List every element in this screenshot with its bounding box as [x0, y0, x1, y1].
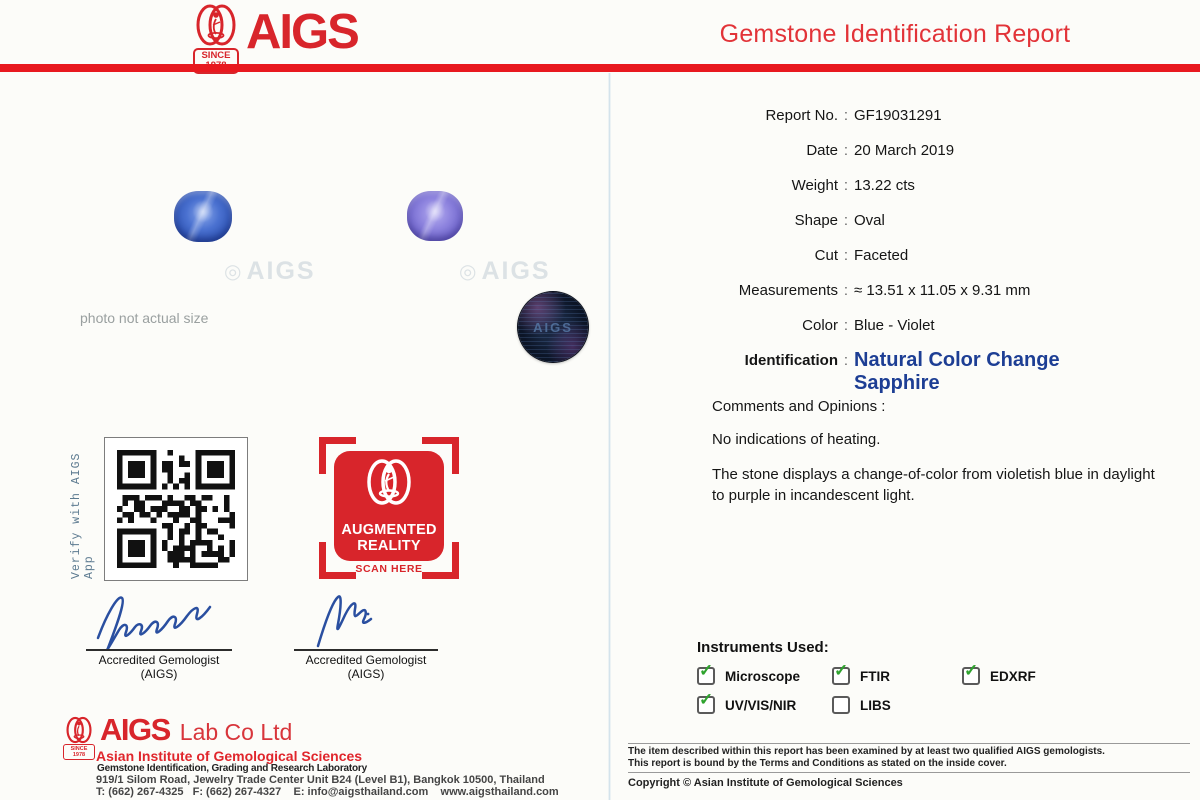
checkmark-icon: ✓ — [699, 661, 714, 680]
disclaimer-text: The item described within this report has been examined by at least two qualified AIGS gemologists. This report is bound by the Terms and Conditions as stated on the inside cover. — [628, 746, 1105, 769]
signatory-left — [78, 653, 240, 681]
qr-code — [104, 437, 248, 581]
report-title: Gemstone Identification Report — [719, 20, 1071, 48]
footer-right — [628, 743, 1190, 789]
copyright-text: Copyright © Asian Institute of Gemological Sciences — [628, 777, 903, 789]
field-label: Color — [802, 317, 838, 334]
field-row-shape — [610, 212, 1185, 234]
instrument-label: FTIR — [860, 668, 890, 684]
field-row-weight — [610, 177, 1185, 199]
field-row-measurements — [610, 282, 1185, 304]
field-row-color — [610, 317, 1185, 339]
instruments-section — [697, 639, 1177, 714]
field-row-cut — [610, 247, 1185, 269]
instrument-ftir — [832, 661, 962, 685]
footer-institute: Asian Institute of Gemological Sciences — [96, 748, 363, 764]
field-row-date — [610, 142, 1185, 164]
signatory-org: (AIGS) — [140, 667, 178, 681]
signature-left — [92, 588, 222, 654]
aigs-watermark-right: ◎ AIGS — [459, 257, 551, 285]
signature-right — [308, 592, 380, 652]
signatory-title: Accredited Gemologist — [98, 653, 220, 667]
field-row-report-no — [610, 107, 1185, 129]
footer-brand-line — [100, 712, 292, 748]
identification-value: Natural Color Change Sapphire — [854, 349, 1060, 394]
instruments-grid — [697, 661, 1177, 714]
field-colon: : — [843, 177, 849, 194]
field-colon: : — [843, 317, 849, 334]
aigs-emblem-icon — [193, 3, 239, 47]
instrument-label: UV/VIS/NIR — [725, 697, 797, 713]
instrument-checkbox — [832, 696, 850, 714]
field-value: GF19031291 — [854, 107, 942, 124]
comments-heading: Comments and Opinions : — [712, 398, 886, 415]
field-label: Shape — [794, 212, 838, 229]
field-row-identification — [610, 349, 1185, 395]
instruments-heading: Instruments Used: — [697, 639, 829, 656]
field-value: Oval — [854, 212, 885, 229]
ar-badge — [319, 437, 459, 579]
checkmark-icon: ✓ — [964, 661, 979, 680]
instrument-libs — [832, 696, 962, 714]
field-label: Report No. — [765, 107, 838, 124]
gem-photo-incandescent — [407, 191, 463, 241]
footer-divider — [628, 743, 1190, 744]
gem-photo-daylight — [174, 191, 232, 242]
header-rule — [0, 64, 1200, 72]
field-label: Identification — [744, 352, 838, 369]
instrument-label: EDXRF — [990, 668, 1036, 684]
footer-divider — [628, 772, 1190, 773]
field-colon: : — [843, 282, 849, 299]
field-label: Date — [806, 142, 838, 159]
field-label: Measurements — [738, 282, 838, 299]
qr-caption: Verify with AIGS App — [70, 452, 96, 579]
ar-badge-square — [334, 451, 444, 561]
field-value: 20 March 2019 — [854, 142, 955, 159]
footer-logo-emblem — [62, 716, 96, 760]
signatory-org: (AIGS) — [347, 667, 385, 681]
signatory-right — [286, 653, 446, 681]
hologram-text: AIGS — [533, 319, 573, 335]
field-colon: : — [843, 352, 849, 369]
footer-lab: Gemstone Identification, Grading and Research Laboratory — [97, 763, 367, 774]
footer-brand-suffix: Lab Co Ltd — [179, 719, 293, 745]
aigs-emblem-white-icon — [363, 456, 415, 510]
brand-wordmark: AIGS — [246, 5, 358, 59]
watermark-circle-icon: ◎ — [224, 260, 242, 283]
since-1978-badge: SINCE 1978 — [63, 744, 95, 760]
field-value: 13.22 cts — [854, 177, 915, 194]
instrument-checkbox — [832, 661, 850, 685]
footer-address: 919/1 Silom Road, Jewelry Trade Center Unit B24 (Level B1), Bangkok 10500, Thailand — [96, 774, 545, 786]
comment-text: The stone displays a change-of-color from violetish blue in daylight to purple in incandescent light. — [712, 466, 1155, 504]
instrument-checkbox — [697, 661, 715, 685]
hologram-sticker — [518, 292, 588, 362]
watermark-circle-icon: ◎ — [459, 260, 477, 283]
field-label: Cut — [814, 247, 838, 264]
signature-line — [294, 649, 438, 651]
field-colon: : — [843, 212, 849, 229]
aigs-watermark-left: ◎ AIGS — [224, 257, 316, 285]
report-fields — [610, 107, 1185, 408]
aigs-emblem-icon — [64, 716, 94, 744]
instrument-uvvisnir — [697, 690, 832, 714]
since-word: SINCE — [201, 50, 231, 61]
instrument-edxrf — [962, 661, 1177, 685]
field-colon: : — [843, 107, 849, 124]
ar-label: AUGMENTED REALITY — [341, 522, 437, 554]
checkmark-icon: ✓ — [699, 690, 714, 709]
field-label: Weight — [791, 177, 838, 194]
footer-contact: T: (662) 267-4325 F: (662) 267-4327 E: info@aigsthailand.com www.aigsthailand.com — [96, 786, 559, 798]
qr-code-image — [117, 450, 235, 568]
footer-brand: AIGS — [100, 712, 170, 747]
scan-here-label: SCAN HERE — [355, 563, 423, 575]
signatory-title: Accredited Gemologist — [305, 653, 427, 667]
field-value: ≈ 13.51 x 11.05 x 9.31 mm — [854, 282, 1031, 299]
field-value: Blue - Violet — [854, 317, 935, 334]
instrument-microscope — [697, 661, 832, 685]
instrument-checkbox — [962, 661, 980, 685]
checkmark-icon: ✓ — [834, 661, 849, 680]
field-value: Faceted — [854, 247, 909, 264]
instrument-checkbox — [697, 690, 715, 714]
photo-size-note: photo not actual size — [80, 310, 209, 326]
comment-text: No indications of heating. — [712, 431, 881, 448]
instrument-label: Microscope — [725, 668, 801, 684]
instrument-label: LIBS — [860, 697, 891, 713]
signature-line — [86, 649, 232, 651]
field-colon: : — [843, 247, 849, 264]
field-colon: : — [843, 142, 849, 159]
